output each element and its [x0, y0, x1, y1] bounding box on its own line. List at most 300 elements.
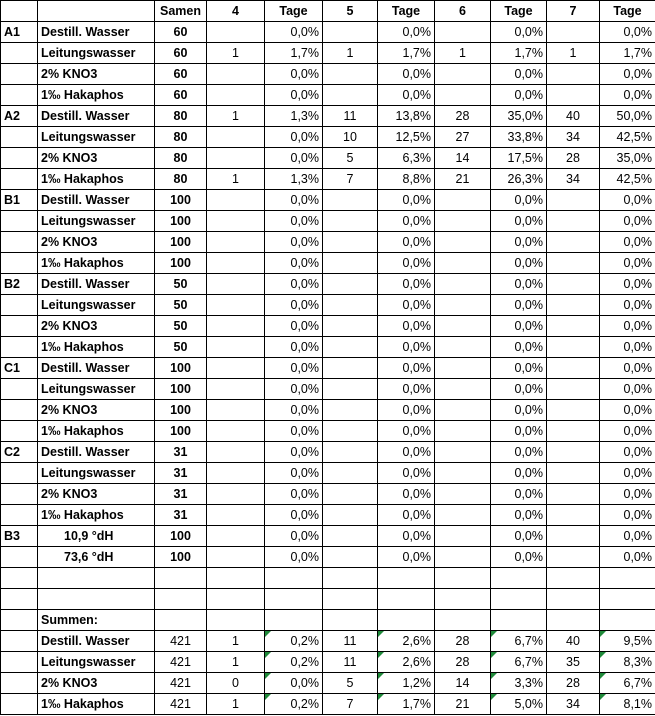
empty-cell [600, 568, 655, 589]
table-row [1, 22, 655, 43]
percent-cell-day-7: 0,0% [600, 295, 655, 316]
count-cell-day-5 [323, 253, 378, 274]
percent-cell-day-6: 0,0% [491, 400, 547, 421]
samen-cell: 100 [155, 400, 207, 421]
count-cell-day-5 [323, 358, 378, 379]
count-cell-day-7: 34 [547, 169, 600, 190]
count-cell-day-7 [547, 484, 600, 505]
percent-cell-day-7: 0,0% [600, 547, 655, 568]
percent-cell-day-4: 0,0% [265, 400, 323, 421]
group-code-cell [1, 421, 38, 442]
table-row [1, 379, 655, 400]
group-code-cell [1, 379, 38, 400]
count-cell-day-4 [207, 358, 265, 379]
count-cell-day-7: 40 [547, 631, 600, 652]
samen-cell: 100 [155, 232, 207, 253]
header-cell: Tage [600, 1, 655, 22]
count-cell-day-4 [207, 547, 265, 568]
percent-cell-day-4: 0,0% [265, 274, 323, 295]
percent-cell-day-6: 0,0% [491, 232, 547, 253]
percent-cell-day-4: 0,0% [265, 463, 323, 484]
count-cell-day-7 [547, 547, 600, 568]
count-cell-day-4 [207, 64, 265, 85]
table-row [1, 169, 655, 190]
samen-cell: 421 [155, 652, 207, 673]
percent-cell-day-5: 0,0% [378, 505, 435, 526]
row-label: Destill. Wasser [38, 358, 155, 379]
table-row [1, 85, 655, 106]
percent-cell-day-6: 26,3% [491, 169, 547, 190]
count-cell-day-4: 0 [207, 673, 265, 694]
count-cell-day-6: 28 [435, 652, 491, 673]
header-cell: Tage [265, 1, 323, 22]
percent-cell-day-6: 0,0% [491, 64, 547, 85]
samen-cell: 100 [155, 253, 207, 274]
empty-cell [323, 568, 378, 589]
row-label: Leitungswasser [38, 211, 155, 232]
empty-cell [323, 610, 378, 631]
count-cell-day-4 [207, 505, 265, 526]
percent-cell-day-6: 0,0% [491, 253, 547, 274]
count-cell-day-7 [547, 421, 600, 442]
row-label: 10,9 °dH [38, 526, 155, 547]
count-cell-day-6 [435, 337, 491, 358]
empty-cell [491, 568, 547, 589]
group-code-cell [1, 337, 38, 358]
samen-cell: 80 [155, 127, 207, 148]
group-code-cell [1, 484, 38, 505]
count-cell-day-6 [435, 505, 491, 526]
count-cell-day-4 [207, 295, 265, 316]
percent-cell-day-7: 0,0% [600, 316, 655, 337]
percent-cell-day-7: 0,0% [600, 64, 655, 85]
count-cell-day-6 [435, 526, 491, 547]
percent-cell-day-7: 6,7% [600, 673, 655, 694]
count-cell-day-4 [207, 379, 265, 400]
count-cell-day-6 [435, 85, 491, 106]
count-cell-day-7 [547, 316, 600, 337]
count-cell-day-5 [323, 547, 378, 568]
group-code-cell: A1 [1, 22, 38, 43]
count-cell-day-7: 34 [547, 127, 600, 148]
count-cell-day-6: 1 [435, 43, 491, 64]
empty-cell [491, 610, 547, 631]
header-cell: Tage [491, 1, 547, 22]
percent-cell-day-5: 0,0% [378, 22, 435, 43]
table-row [1, 631, 655, 652]
row-label: 2% KNO3 [38, 148, 155, 169]
count-cell-day-7: 35 [547, 652, 600, 673]
count-cell-day-5: 11 [323, 631, 378, 652]
row-label: 1‰ Hakaphos [38, 421, 155, 442]
row-label: 1‰ Hakaphos [38, 337, 155, 358]
count-cell-day-4 [207, 337, 265, 358]
percent-cell-day-4: 0,0% [265, 148, 323, 169]
group-code-cell [1, 211, 38, 232]
percent-cell-day-7: 0,0% [600, 526, 655, 547]
percent-cell-day-5: 0,0% [378, 400, 435, 421]
empty-cell [207, 568, 265, 589]
empty-cell [265, 568, 323, 589]
samen-cell: 31 [155, 463, 207, 484]
percent-cell-day-4: 1,7% [265, 43, 323, 64]
row-label: Leitungswasser [38, 652, 155, 673]
count-cell-day-6 [435, 211, 491, 232]
count-cell-day-5: 7 [323, 169, 378, 190]
samen-cell: 421 [155, 631, 207, 652]
samen-cell: 31 [155, 505, 207, 526]
row-label: 1‰ Hakaphos [38, 694, 155, 715]
percent-cell-day-4: 0,2% [265, 694, 323, 715]
percent-cell-day-4: 0,0% [265, 484, 323, 505]
table-row [1, 337, 655, 358]
percent-cell-day-5: 1,7% [378, 694, 435, 715]
count-cell-day-5 [323, 85, 378, 106]
table-row [1, 358, 655, 379]
percent-cell-day-7: 0,0% [600, 484, 655, 505]
empty-row [1, 589, 655, 610]
empty-cell [1, 589, 38, 610]
header-cell: 5 [323, 1, 378, 22]
empty-cell [378, 568, 435, 589]
percent-cell-day-5: 0,0% [378, 484, 435, 505]
group-code-cell [1, 148, 38, 169]
group-code-cell [1, 316, 38, 337]
percent-cell-day-6: 0,0% [491, 463, 547, 484]
table-row [1, 652, 655, 673]
count-cell-day-5 [323, 274, 378, 295]
count-cell-day-5 [323, 379, 378, 400]
percent-cell-day-4: 0,0% [265, 85, 323, 106]
row-label: Destill. Wasser [38, 22, 155, 43]
row-label: 1‰ Hakaphos [38, 505, 155, 526]
percent-cell-day-6: 0,0% [491, 190, 547, 211]
percent-cell-day-5: 8,8% [378, 169, 435, 190]
group-code-cell [1, 64, 38, 85]
percent-cell-day-6: 0,0% [491, 274, 547, 295]
row-label: Destill. Wasser [38, 631, 155, 652]
count-cell-day-4 [207, 442, 265, 463]
count-cell-day-6 [435, 64, 491, 85]
group-code-cell [1, 253, 38, 274]
count-cell-day-5 [323, 22, 378, 43]
percent-cell-day-6: 0,0% [491, 526, 547, 547]
empty-cell [207, 610, 265, 631]
percent-cell-day-5: 0,0% [378, 316, 435, 337]
count-cell-day-4 [207, 484, 265, 505]
percent-cell-day-6: 1,7% [491, 43, 547, 64]
count-cell-day-7 [547, 22, 600, 43]
samen-cell: 421 [155, 694, 207, 715]
count-cell-day-7 [547, 211, 600, 232]
count-cell-day-6 [435, 379, 491, 400]
header-cell: 4 [207, 1, 265, 22]
percent-cell-day-4: 0,0% [265, 232, 323, 253]
empty-cell [378, 589, 435, 610]
percent-cell-day-4: 0,0% [265, 421, 323, 442]
percent-cell-day-7: 8,1% [600, 694, 655, 715]
count-cell-day-6: 28 [435, 631, 491, 652]
count-cell-day-5 [323, 211, 378, 232]
percent-cell-day-5: 0,0% [378, 421, 435, 442]
summary-title-row [1, 610, 655, 631]
percent-cell-day-4: 1,3% [265, 106, 323, 127]
percent-cell-day-6: 0,0% [491, 421, 547, 442]
count-cell-day-7: 28 [547, 673, 600, 694]
percent-cell-day-5: 0,0% [378, 274, 435, 295]
percent-cell-day-4: 0,0% [265, 379, 323, 400]
row-label: 1‰ Hakaphos [38, 169, 155, 190]
group-code-cell: B2 [1, 274, 38, 295]
header-cell: 7 [547, 1, 600, 22]
count-cell-day-5 [323, 316, 378, 337]
count-cell-day-5 [323, 421, 378, 442]
percent-cell-day-7: 0,0% [600, 358, 655, 379]
percent-cell-day-7: 0,0% [600, 505, 655, 526]
percent-cell-day-4: 0,0% [265, 190, 323, 211]
header-cell: Samen [155, 1, 207, 22]
percent-cell-day-7: 35,0% [600, 148, 655, 169]
table-row [1, 43, 655, 64]
samen-cell: 100 [155, 358, 207, 379]
percent-cell-day-5: 0,0% [378, 379, 435, 400]
count-cell-day-7 [547, 190, 600, 211]
count-cell-day-7 [547, 337, 600, 358]
percent-cell-day-4: 0,0% [265, 526, 323, 547]
count-cell-day-4: 1 [207, 106, 265, 127]
count-cell-day-7 [547, 232, 600, 253]
count-cell-day-7 [547, 463, 600, 484]
count-cell-day-6 [435, 190, 491, 211]
percent-cell-day-4: 0,0% [265, 673, 323, 694]
samen-cell: 31 [155, 442, 207, 463]
empty-cell [207, 589, 265, 610]
count-cell-day-5 [323, 484, 378, 505]
percent-cell-day-4: 0,0% [265, 22, 323, 43]
percent-cell-day-7: 0,0% [600, 442, 655, 463]
count-cell-day-4 [207, 253, 265, 274]
percent-cell-day-4: 0,0% [265, 253, 323, 274]
empty-cell [323, 589, 378, 610]
count-cell-day-6: 14 [435, 673, 491, 694]
header-cell [38, 1, 155, 22]
percent-cell-day-7: 8,3% [600, 652, 655, 673]
count-cell-day-7 [547, 295, 600, 316]
empty-cell [435, 610, 491, 631]
row-label: 2% KNO3 [38, 232, 155, 253]
empty-cell [435, 568, 491, 589]
row-label: Leitungswasser [38, 463, 155, 484]
table-row [1, 526, 655, 547]
count-cell-day-6 [435, 358, 491, 379]
count-cell-day-6 [435, 547, 491, 568]
count-cell-day-7 [547, 442, 600, 463]
count-cell-day-7 [547, 358, 600, 379]
count-cell-day-5 [323, 505, 378, 526]
table-row [1, 316, 655, 337]
percent-cell-day-5: 0,0% [378, 190, 435, 211]
samen-cell: 50 [155, 274, 207, 295]
count-cell-day-5: 10 [323, 127, 378, 148]
row-label: Leitungswasser [38, 295, 155, 316]
group-code-cell: B3 [1, 526, 38, 547]
samen-cell: 60 [155, 85, 207, 106]
samen-cell: 60 [155, 64, 207, 85]
percent-cell-day-4: 0,0% [265, 337, 323, 358]
group-code-cell [1, 652, 38, 673]
table-row [1, 211, 655, 232]
percent-cell-day-5: 2,6% [378, 652, 435, 673]
percent-cell-day-7: 0,0% [600, 22, 655, 43]
count-cell-day-6: 21 [435, 694, 491, 715]
percent-cell-day-4: 0,0% [265, 64, 323, 85]
percent-cell-day-7: 0,0% [600, 379, 655, 400]
count-cell-day-4 [207, 421, 265, 442]
percent-cell-day-7: 0,0% [600, 400, 655, 421]
percent-cell-day-4: 0,0% [265, 547, 323, 568]
group-code-cell [1, 43, 38, 64]
count-cell-day-4: 1 [207, 169, 265, 190]
count-cell-day-5: 11 [323, 106, 378, 127]
count-cell-day-4 [207, 22, 265, 43]
count-cell-day-4 [207, 148, 265, 169]
row-label: 2% KNO3 [38, 673, 155, 694]
count-cell-day-4 [207, 190, 265, 211]
percent-cell-day-6: 0,0% [491, 337, 547, 358]
group-code-cell [1, 505, 38, 526]
percent-cell-day-7: 0,0% [600, 421, 655, 442]
table-row [1, 673, 655, 694]
table-row [1, 274, 655, 295]
percent-cell-day-7: 50,0% [600, 106, 655, 127]
table-row [1, 190, 655, 211]
percent-cell-day-6: 0,0% [491, 22, 547, 43]
count-cell-day-4 [207, 232, 265, 253]
group-code-cell [1, 694, 38, 715]
row-label: 2% KNO3 [38, 484, 155, 505]
percent-cell-day-6: 0,0% [491, 358, 547, 379]
table-row [1, 106, 655, 127]
percent-cell-day-7: 0,0% [600, 211, 655, 232]
empty-cell [547, 568, 600, 589]
percent-cell-day-7: 42,5% [600, 127, 655, 148]
row-label: 2% KNO3 [38, 64, 155, 85]
empty-cell [155, 610, 207, 631]
percent-cell-day-5: 6,3% [378, 148, 435, 169]
percent-cell-day-6: 3,3% [491, 673, 547, 694]
percent-cell-day-5: 0,0% [378, 211, 435, 232]
percent-cell-day-4: 0,2% [265, 631, 323, 652]
count-cell-day-5 [323, 295, 378, 316]
header-cell: 6 [435, 1, 491, 22]
empty-cell [155, 589, 207, 610]
count-cell-day-6 [435, 22, 491, 43]
count-cell-day-5 [323, 526, 378, 547]
percent-cell-day-5: 2,6% [378, 631, 435, 652]
empty-cell [547, 610, 600, 631]
percent-cell-day-5: 0,0% [378, 547, 435, 568]
percent-cell-day-5: 0,0% [378, 442, 435, 463]
percent-cell-day-4: 0,0% [265, 358, 323, 379]
table-row [1, 148, 655, 169]
percent-cell-day-7: 0,0% [600, 337, 655, 358]
percent-cell-day-6: 0,0% [491, 316, 547, 337]
samen-cell: 100 [155, 211, 207, 232]
percent-cell-day-6: 5,0% [491, 694, 547, 715]
row-label: 73,6 °dH [38, 547, 155, 568]
percent-cell-day-5: 1,2% [378, 673, 435, 694]
count-cell-day-4 [207, 526, 265, 547]
row-label: Destill. Wasser [38, 190, 155, 211]
group-code-cell: C2 [1, 442, 38, 463]
count-cell-day-6 [435, 421, 491, 442]
percent-cell-day-5: 0,0% [378, 526, 435, 547]
percent-cell-day-6: 35,0% [491, 106, 547, 127]
count-cell-day-5 [323, 64, 378, 85]
percent-cell-day-5: 0,0% [378, 337, 435, 358]
count-cell-day-5 [323, 463, 378, 484]
count-cell-day-7: 40 [547, 106, 600, 127]
count-cell-day-7 [547, 526, 600, 547]
percent-cell-day-5: 0,0% [378, 253, 435, 274]
samen-cell: 60 [155, 43, 207, 64]
empty-row [1, 568, 655, 589]
empty-cell [155, 568, 207, 589]
percent-cell-day-4: 1,3% [265, 169, 323, 190]
percent-cell-day-4: 0,0% [265, 442, 323, 463]
count-cell-day-6: 14 [435, 148, 491, 169]
table-row [1, 505, 655, 526]
empty-cell [547, 589, 600, 610]
empty-cell [38, 568, 155, 589]
percent-cell-day-6: 0,0% [491, 295, 547, 316]
percent-cell-day-4: 0,0% [265, 295, 323, 316]
percent-cell-day-7: 42,5% [600, 169, 655, 190]
count-cell-day-5: 1 [323, 43, 378, 64]
table-row [1, 232, 655, 253]
count-cell-day-7 [547, 505, 600, 526]
count-cell-day-6 [435, 484, 491, 505]
group-code-cell [1, 463, 38, 484]
percent-cell-day-7: 1,7% [600, 43, 655, 64]
samen-cell: 50 [155, 295, 207, 316]
percent-cell-day-7: 0,0% [600, 232, 655, 253]
table-row [1, 463, 655, 484]
header-cell: Tage [378, 1, 435, 22]
count-cell-day-5 [323, 232, 378, 253]
samen-cell: 80 [155, 169, 207, 190]
row-label: 2% KNO3 [38, 316, 155, 337]
percent-cell-day-6: 0,0% [491, 211, 547, 232]
count-cell-day-6 [435, 316, 491, 337]
count-cell-day-4 [207, 400, 265, 421]
count-cell-day-5: 11 [323, 652, 378, 673]
count-cell-day-6 [435, 442, 491, 463]
count-cell-day-6 [435, 400, 491, 421]
count-cell-day-6: 21 [435, 169, 491, 190]
table-row [1, 295, 655, 316]
row-label: Destill. Wasser [38, 442, 155, 463]
row-label: 1‰ Hakaphos [38, 253, 155, 274]
empty-cell [600, 610, 655, 631]
percent-cell-day-6: 0,0% [491, 379, 547, 400]
group-code-cell [1, 295, 38, 316]
count-cell-day-7 [547, 64, 600, 85]
count-cell-day-4 [207, 127, 265, 148]
count-cell-day-5 [323, 400, 378, 421]
count-cell-day-6 [435, 463, 491, 484]
percent-cell-day-7: 0,0% [600, 190, 655, 211]
